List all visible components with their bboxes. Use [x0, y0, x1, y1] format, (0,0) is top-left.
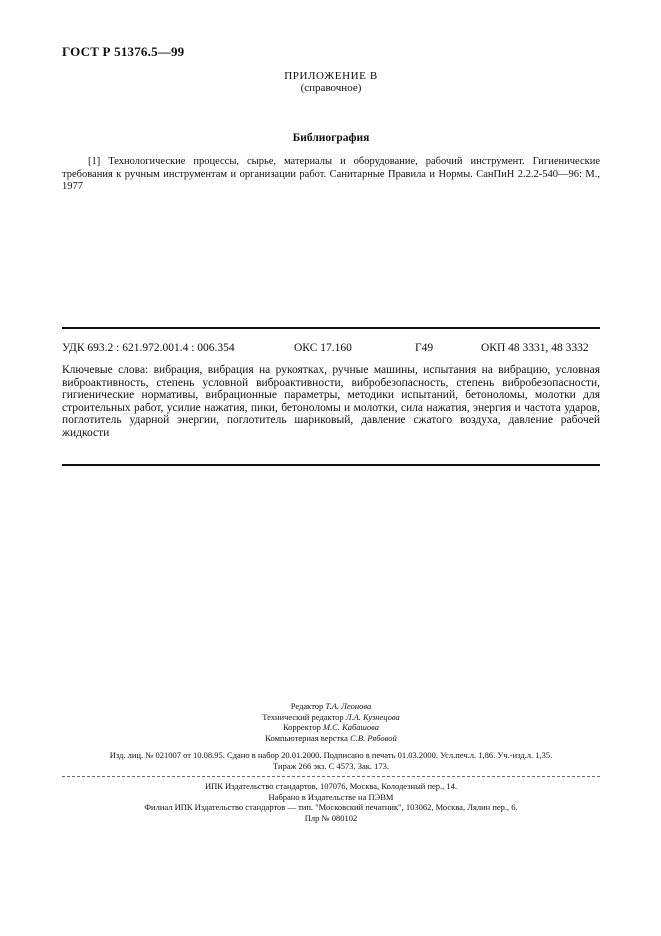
oks-code: ОКС 17.160: [294, 342, 352, 354]
printing-line-3: Филиал ИПК Издательство стандартов — тип. "Московский печатник", 103062, Москва, Лялин пер., 6.: [144, 802, 518, 812]
credit-corrector: Корректор М.С. Кабашова: [282, 722, 380, 732]
publication-line-1: Изд. лиц. № 021007 от 10.08.95. Сдано в набор 20.01.2000. Подписано в печать 01.03.2000. Усл.печ.л. 1,86. Уч.-изд.л. 1,35.: [109, 750, 553, 760]
dashed-divider: [62, 776, 600, 777]
printing-line-1: ИПК Издательство стандартов, 107076, Москва, Колодезный пер., 14.: [204, 781, 458, 791]
appendix-title: ПРИЛОЖЕНИЕ В: [284, 70, 378, 82]
okp-code: ОКП 48 3331, 48 3332: [481, 342, 589, 354]
credit-editor: Редактор Т.А. Леонова: [290, 701, 372, 711]
credit-layout: Компьютерная верстка С.В. Рябовой: [265, 732, 397, 743]
bibliography-entry: [1] Технологические процессы, сырье, материалы и оборудование, рабочий инструмент. Гигиенические требования к ручным инструментам и организации работ. Санитарные Правила и Нормы. СанПиН 2.2.2-540—96: М., 1977: [62, 156, 600, 192]
group-code: Г49: [415, 342, 434, 354]
credit-tech-editor: Технический редактор Л.А. Кузнецова: [262, 711, 400, 722]
divider-top: [62, 327, 600, 329]
printing-info: [62, 781, 600, 823]
printing-line-2: Набрано в Издательстве на ПЭВМ: [268, 791, 394, 802]
publication-line-2: Тираж 266 экз. С 4573. Зак. 173.: [272, 760, 390, 771]
credits: [62, 701, 600, 743]
appendix-subtitle: (справочное): [300, 82, 362, 94]
udk-code: УДК 693.2 : 621.972.001.4 : 006.354: [62, 342, 235, 354]
printing-line-4: Плр № 080102: [304, 812, 358, 823]
keywords: Ключевые слова: вибрация, вибрация на рукоятках, ручные машины, испытания на вибрацию, условная виброактивность, степень условной виброактивности, вибробезопасность, степень вибробезопасности, гигиенические нормативы, вибрационные параметры, методики испытаний, бетоноломы, молотки для строительных работ, усилие нажатия, пики, бетоноломы и молотки, сила нажатия, энергия и частота ударов, поглотитель ударной энергии, поглотитель шариковый, давление сжатого воздуха, давление рабочей жидкости: [62, 364, 600, 439]
publication-info: [62, 750, 600, 771]
classification-codes: [0, 342, 661, 356]
bibliography-title: Библиография: [292, 132, 370, 144]
document-code: ГОСТ Р 51376.5—99: [62, 44, 185, 59]
divider-bottom: [62, 464, 600, 466]
